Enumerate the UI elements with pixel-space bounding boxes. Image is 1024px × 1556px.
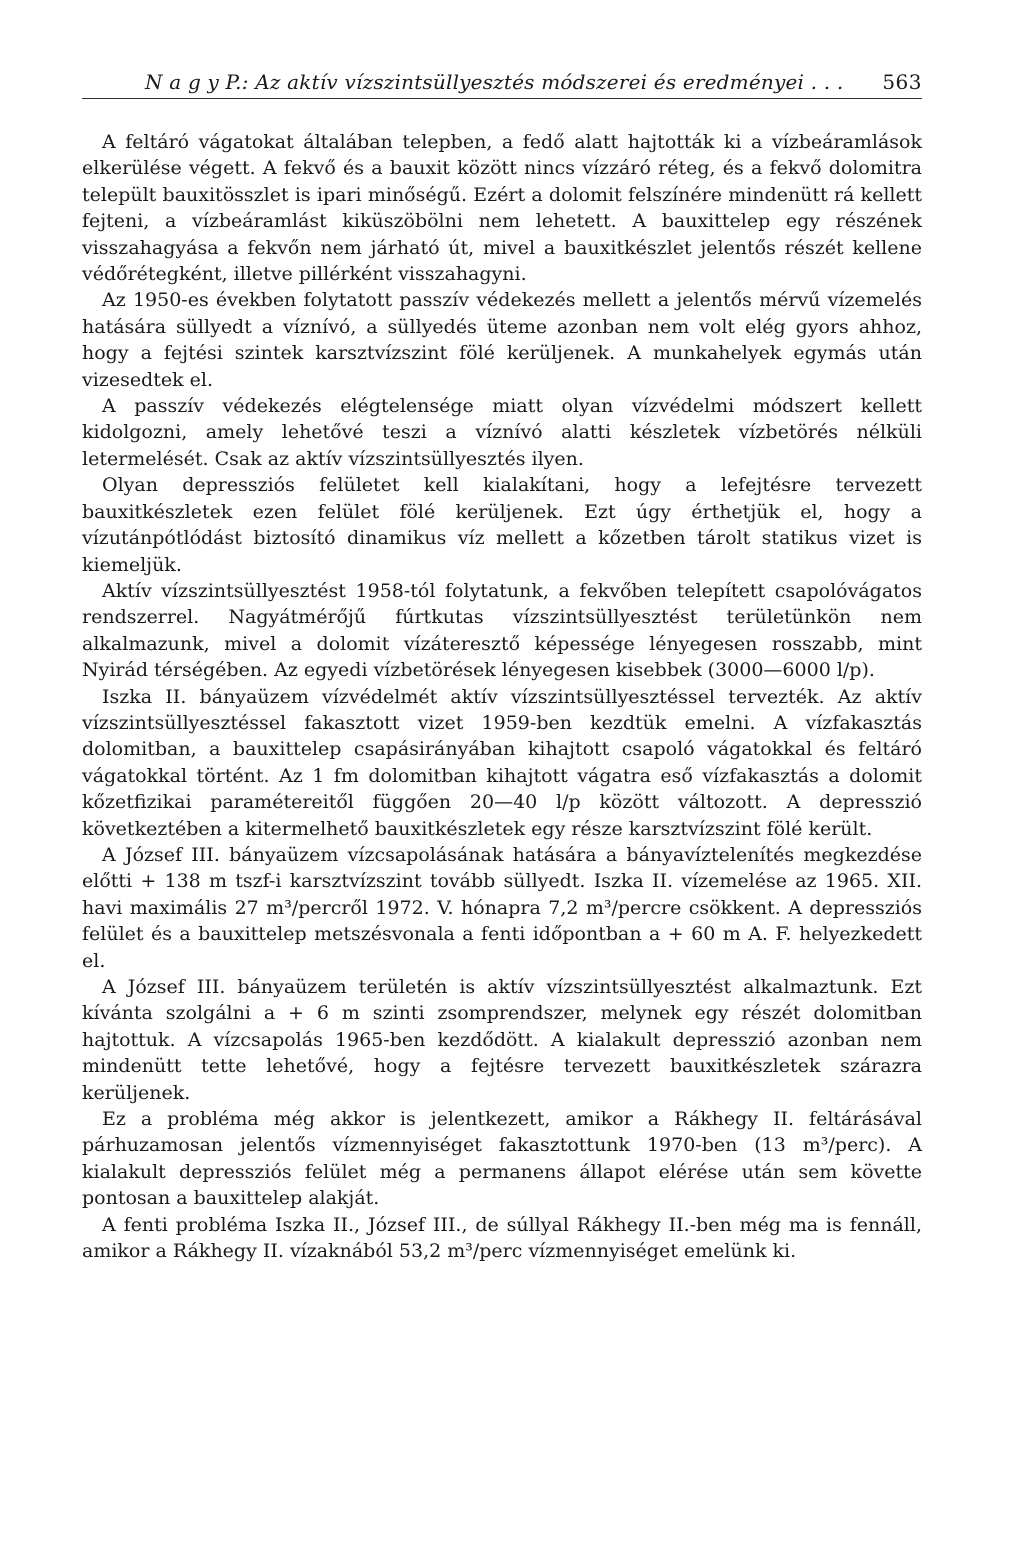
paragraph: Az 1950-es években folytatott passzív védekezés mellett a jelentős mérvű vízemelés hatására süllyedt a víznívó, a süllyedés üteme azonban nem volt elég gyors ahhoz, hogy a fejtési szintek karsztvízszint fölé kerüljenek. A munkahelyek egymás után vizesedtek el. — [82, 289, 922, 391]
body-text — [82, 129, 922, 1264]
paragraph: Aktív vízszintsüllyesztést 1958-tól folytatunk, a fekvőben telepített csapolóvágatos rendszerrel. Nagyátmérőjű fúrtkutas vízszintsüllyesztést területünkön nem alkalmazunk, mivel a dolomit vízáteresztő képessége lényegesen rosszabb, mint Nyirád térségében. Az egyedi vízbetörések lényegesen kisebbek (3000—6000 l/p). — [82, 579, 922, 682]
document-page — [82, 70, 922, 1264]
paragraph: A passzív védekezés elégtelensége miatt olyan vízvédelmi módszert kellett kidolgozni, amely lehetővé teszi a víznívó alatti készletek vízbetörés nélküli letermelését. Csak az aktív vízszintsüllyesztés ilyen. — [82, 395, 922, 470]
paragraph: Olyan depressziós felületet kell kialakítani, hogy a lefejtésre tervezett bauxitkészletek ezen felület fölé kerüljenek. Ezt úgy érthetjük el, hogy a vízutánpótlódást biztosító dinamikus víz mellett a kőzetben tárolt statikus vizet is kiemeljük. — [82, 474, 922, 576]
paragraph: Ez a probléma még akkor is jelentkezett, amikor a Rákhegy II. feltárásával párhuzamosan jelentős vízmennyiséget fakasztottunk 1970-ben (13 m³/perc). A kialakult depressziós felület még a permanens állapot elérése után sem követte pontosan a bauxittelep alakját. — [82, 1108, 922, 1210]
paragraph: A feltáró vágatokat általában telepben, a fedő alatt hajtották ki a vízbeáramlások elkerülése végett. A fekvő és a bauxit között nincs vízzáró réteg, és a fekvő dolomitra települt bauxitösszlet is ipari minőségű. Ezért a dolomit felszínére mindenütt rá kellett fejteni, a vízbeáramlást kiküszöbölni nem lehetett. A bauxittelep egy részének visszahagyása a fekvőn nem járható út, mivel a bauxitkészlet jelentős részét kellene védőrétegként, illetve pillérként visszahagyni. — [82, 131, 922, 286]
paragraph: Iszka II. bányaüzem vízvédelmét aktív vízszintsüllyesztéssel tervezték. Az aktív vízszintsüllyesztéssel fakasztott vizet 1959-ben kezdtük emelni. A vízfakasztás dolomitban, a bauxittelep csapásirányában kihajtott csapoló vágatokkal és feltáró vágatokkal történt. Az 1 fm dolomitban kihajtott vágatra eső vízfakasztás a dolomit kőzetfizikai paramétereitől függően 20—40 l/p között változott. A depresszió következtében a kitermelhető bauxitkészletek egy része karsztvízszint fölé került. — [82, 685, 922, 840]
paragraph: A fenti probléma Iszka II., József III., de súllyal Rákhegy II.-ben még ma is fennáll, amikor a Rákhegy II. vízaknából 53,2 m³/perc vízmennyiséget emelünk ki. — [82, 1213, 922, 1263]
running-header — [82, 70, 922, 99]
page-number: 563 — [882, 70, 922, 94]
paragraph: A József III. bányaüzem területén is aktív vízszintsüllyesztést alkalmaztunk. Ezt kívánta szolgálni a + 6 m szinti zsomprendszer, melynek egy részét dolomitban hajtottuk. A vízcsapolás 1965-ben kezdődött. A kialakult depresszió azonban nem mindenütt tette lehetővé, hogy a fejtésre tervezett bauxitkészletek szárazra kerüljenek. — [82, 976, 922, 1104]
running-title: N a g y P.: Az aktív vízszintsüllyesztés módszerei és eredményei . . . — [145, 70, 844, 94]
paragraph: A József III. bányaüzem vízcsapolásának hatására a bányavíztelenítés megkezdése előtti + 138 m tszf-i karsztvízszint tovább süllyedt. Iszka II. vízemelése az 1965. XII. havi maximális 27 m³/percről 1972. V. hónapra 7,2 m³/percre csökkent. A depressziós felület és a bauxittelep metszésvonala a fenti időpontban a + 60 m A. F. helyezkedett el. — [82, 843, 922, 972]
